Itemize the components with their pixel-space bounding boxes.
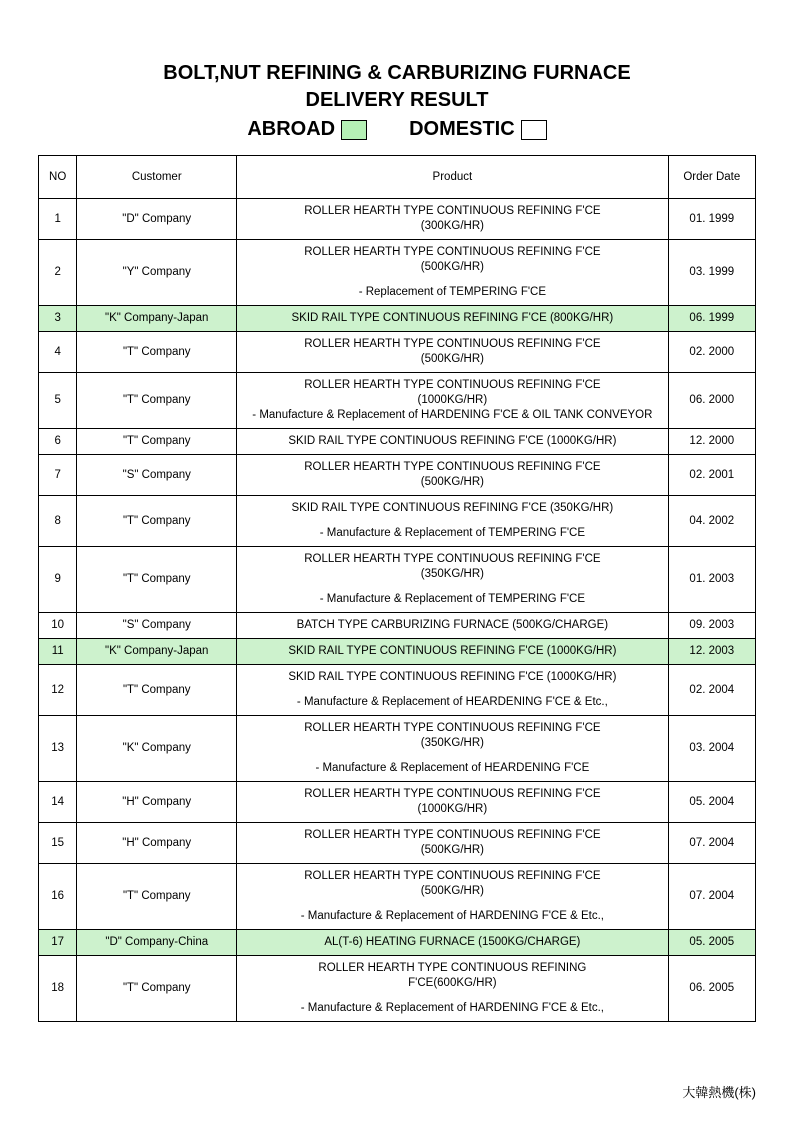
table-row (39, 782, 756, 823)
cell-no: 7 (39, 455, 77, 496)
cell-date: 07. 2004 (668, 864, 755, 930)
cell-product (237, 665, 668, 716)
cell-product (237, 956, 668, 1022)
product-note: - Manufacture & Replacement of HEARDENING F'CE (315, 762, 590, 774)
cell-customer: "K" Company-Japan (77, 639, 237, 665)
cell-product (237, 373, 668, 429)
cell-no: 4 (39, 332, 77, 373)
cell-no: 9 (39, 547, 77, 613)
product-main: ROLLER HEARTH TYPE CONTINUOUS REFINING F'CE (304, 829, 601, 841)
cell-date: 05. 2005 (668, 930, 755, 956)
cell-product (237, 639, 668, 665)
table-row (39, 930, 756, 956)
table-header-row (39, 156, 756, 199)
cell-customer: "H" Company (77, 782, 237, 823)
title-line-1: BOLT,NUT REFINING & CARBURIZING FURNACE (163, 62, 631, 84)
cell-customer: "K" Company (77, 716, 237, 782)
cell-date: 01. 2003 (668, 547, 755, 613)
product-spec: (350KG/HR) (420, 568, 485, 580)
product-main: ROLLER HEARTH TYPE CONTINUOUS REFINING F'CE (304, 553, 601, 565)
abroad-checkbox[interactable] (341, 120, 367, 140)
header-order-date: Order Date (668, 156, 755, 199)
product-spec: F'CE(600KG/HR) (408, 977, 497, 989)
cell-no: 12 (39, 665, 77, 716)
header-no: NO (39, 156, 77, 199)
cell-no: 6 (39, 429, 77, 455)
header-customer: Customer (77, 156, 237, 199)
cell-customer: "S" Company (77, 613, 237, 639)
cell-product (237, 930, 668, 956)
cell-customer: "T" Company (77, 665, 237, 716)
cell-date: 02. 2004 (668, 665, 755, 716)
cell-product (237, 306, 668, 332)
footer-company: 大韓熱機(株) (682, 1085, 756, 1100)
cell-date: 05. 2004 (668, 782, 755, 823)
product-spec: (500KG/HR) (420, 844, 485, 856)
product-main: ROLLER HEARTH TYPE CONTINUOUS REFINING F'CE (304, 379, 601, 391)
cell-date: 12. 2000 (668, 429, 755, 455)
delivery-result-table (38, 155, 756, 1022)
product-main: BATCH TYPE CARBURIZING FURNACE (500KG/CHARGE) (296, 619, 609, 631)
product-spec: (1000KG/HR) (417, 803, 488, 815)
title-line-2: DELIVERY RESULT (305, 89, 489, 111)
cell-no: 2 (39, 240, 77, 306)
cell-product (237, 429, 668, 455)
header-product: Product (237, 156, 668, 199)
cell-date: 07. 2004 (668, 823, 755, 864)
cell-customer: "T" Company (77, 332, 237, 373)
cell-customer: "T" Company (77, 496, 237, 547)
domestic-checkbox[interactable] (521, 120, 547, 140)
cell-no: 15 (39, 823, 77, 864)
product-main: ROLLER HEARTH TYPE CONTINUOUS REFINING F'CE (304, 205, 601, 217)
product-main: ROLLER HEARTH TYPE CONTINUOUS REFINING F'CE (304, 788, 601, 800)
table-row (39, 639, 756, 665)
product-main: AL(T-6) HEATING FURNACE (1500KG/CHARGE) (324, 936, 581, 948)
cell-customer: "T" Company (77, 864, 237, 930)
cell-customer: "K" Company-Japan (77, 306, 237, 332)
cell-date: 02. 2000 (668, 332, 755, 373)
table-row (39, 332, 756, 373)
cell-customer: "T" Company (77, 956, 237, 1022)
cell-date: 06. 2000 (668, 373, 755, 429)
cell-no: 3 (39, 306, 77, 332)
cell-date: 09. 2003 (668, 613, 755, 639)
table-row (39, 864, 756, 930)
table-row (39, 665, 756, 716)
product-spec: (500KG/HR) (420, 353, 485, 365)
cell-date: 03. 1999 (668, 240, 755, 306)
cell-no: 10 (39, 613, 77, 639)
table-row (39, 373, 756, 429)
cell-product (237, 455, 668, 496)
product-note: - Manufacture & Replacement of TEMPERING F'CE (319, 593, 586, 605)
cell-date: 06. 1999 (668, 306, 755, 332)
cell-date: 12. 2003 (668, 639, 755, 665)
product-note: - Manufacture & Replacement of HARDENING F'CE & Etc., (300, 1002, 604, 1014)
cell-no: 14 (39, 782, 77, 823)
product-main: SKID RAIL TYPE CONTINUOUS REFINING F'CE (1000KG/HR) (288, 435, 617, 447)
product-main: SKID RAIL TYPE CONTINUOUS REFINING F'CE (1000KG/HR) (288, 645, 617, 657)
product-spec: (500KG/HR) (420, 476, 485, 488)
product-spec: (300KG/HR) (420, 220, 485, 232)
cell-date: 04. 2002 (668, 496, 755, 547)
cell-product (237, 332, 668, 373)
cell-customer: "T" Company (77, 373, 237, 429)
product-main: ROLLER HEARTH TYPE CONTINUOUS REFINING F'CE (304, 461, 601, 473)
product-note: - Manufacture & Replacement of HARDENING F'CE & Etc., (300, 910, 604, 922)
table-row (39, 823, 756, 864)
cell-customer: "H" Company (77, 823, 237, 864)
table-row (39, 956, 756, 1022)
product-spec: (500KG/HR) (420, 261, 485, 273)
table-row (39, 613, 756, 639)
cell-no: 16 (39, 864, 77, 930)
cell-customer: "D" Company (77, 199, 237, 240)
product-main: ROLLER HEARTH TYPE CONTINUOUS REFINING F'CE (304, 338, 601, 350)
product-main: ROLLER HEARTH TYPE CONTINUOUS REFINING F'CE (304, 870, 601, 882)
cell-product (237, 199, 668, 240)
cell-product (237, 240, 668, 306)
table-row (39, 547, 756, 613)
cell-product (237, 716, 668, 782)
product-spec: (500KG/HR) (420, 885, 485, 897)
product-main: ROLLER HEARTH TYPE CONTINUOUS REFINING (318, 962, 587, 974)
product-main: SKID RAIL TYPE CONTINUOUS REFINING F'CE (1000KG/HR) (288, 671, 617, 683)
cell-date: 03. 2004 (668, 716, 755, 782)
cell-date: 06. 2005 (668, 956, 755, 1022)
document-title (38, 60, 756, 143)
domestic-label: DOMESTIC (409, 118, 515, 140)
cell-product (237, 823, 668, 864)
table-row (39, 496, 756, 547)
product-spec: (350KG/HR) (420, 737, 485, 749)
cell-customer: "D" Company-China (77, 930, 237, 956)
table-row (39, 716, 756, 782)
table-row (39, 199, 756, 240)
cell-date: 02. 2001 (668, 455, 755, 496)
cell-customer: "T" Company (77, 429, 237, 455)
cell-no: 11 (39, 639, 77, 665)
cell-no: 8 (39, 496, 77, 547)
product-note: - Replacement of TEMPERING F'CE (358, 286, 547, 298)
table-row (39, 240, 756, 306)
table-row (39, 455, 756, 496)
title-legend-row (38, 116, 756, 143)
cell-customer: "S" Company (77, 455, 237, 496)
table-row (39, 306, 756, 332)
product-main: ROLLER HEARTH TYPE CONTINUOUS REFINING F'CE (304, 246, 601, 258)
product-spec: (1000KG/HR) (417, 394, 488, 406)
product-note: - Manufacture & Replacement of TEMPERING F'CE (319, 527, 586, 539)
cell-product (237, 864, 668, 930)
product-main: SKID RAIL TYPE CONTINUOUS REFINING F'CE (350KG/HR) (291, 502, 614, 514)
cell-no: 1 (39, 199, 77, 240)
product-note: - Manufacture & Replacement of HARDENING F'CE & OIL TANK CONVEYOR (252, 409, 653, 421)
abroad-label: ABROAD (247, 118, 336, 140)
product-note: - Manufacture & Replacement of HEARDENING F'CE & Etc., (296, 696, 608, 708)
cell-no: 18 (39, 956, 77, 1022)
cell-no: 17 (39, 930, 77, 956)
product-main: SKID RAIL TYPE CONTINUOUS REFINING F'CE (800KG/HR) (291, 312, 614, 324)
product-main: ROLLER HEARTH TYPE CONTINUOUS REFINING F'CE (304, 722, 601, 734)
cell-product (237, 547, 668, 613)
cell-no: 5 (39, 373, 77, 429)
cell-product (237, 782, 668, 823)
cell-customer: "Y" Company (77, 240, 237, 306)
table-row (39, 429, 756, 455)
cell-date: 01. 1999 (668, 199, 755, 240)
cell-product (237, 613, 668, 639)
cell-customer: "T" Company (77, 547, 237, 613)
cell-no: 13 (39, 716, 77, 782)
cell-product (237, 496, 668, 547)
